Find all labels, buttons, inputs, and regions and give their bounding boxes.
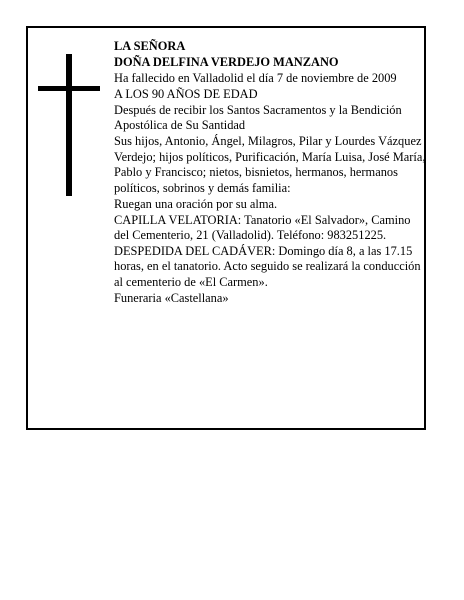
cross-vertical-bar: [66, 54, 72, 196]
death-statement: Ha fallecido en Valladolid el día 7 de noviembre de 2009: [114, 71, 397, 85]
funeral-home: Funeraria «Castellana»: [114, 290, 229, 305]
prayer-request: Ruegan una oración por su alma.: [114, 196, 278, 211]
chapel-info: CAPILLA VELATORIA: Tanatorio «El Salvador», Camino del Cementerio, 21 (Valladolid). Teléfono: 983251225.: [114, 212, 411, 243]
age-line: A LOS 90 AÑOS DE EDAD: [114, 87, 258, 101]
obituary-notice: [26, 26, 426, 430]
cross-horizontal-bar: [38, 86, 100, 91]
family-list: Sus hijos, Antonio, Ángel, Milagros, Pilar y Lourdes Vázquez Verdejo; hijos políticos, Purificación, María Luisa, José María, Pablo y Francisco; nietos, bisnietos, hermanos, hermanos políticos, sobrinos y demás familia:: [114, 134, 426, 195]
obituary-text: [114, 39, 426, 307]
farewell-info: DESPEDIDA DEL CADÁVER: Domingo día 8, a las 17.15 horas, en el tanatorio. Acto seguido se realizará la conducción al cementerio de «El Carmen».: [114, 244, 421, 289]
sacraments-line: Después de recibir los Santos Sacramentos y la Bendición Apostólica de Su Santidad: [114, 103, 402, 133]
deceased-name: DOÑA DELFINA VERDEJO MANZANO: [114, 55, 339, 69]
title-line: LA SEÑORA: [114, 39, 186, 53]
